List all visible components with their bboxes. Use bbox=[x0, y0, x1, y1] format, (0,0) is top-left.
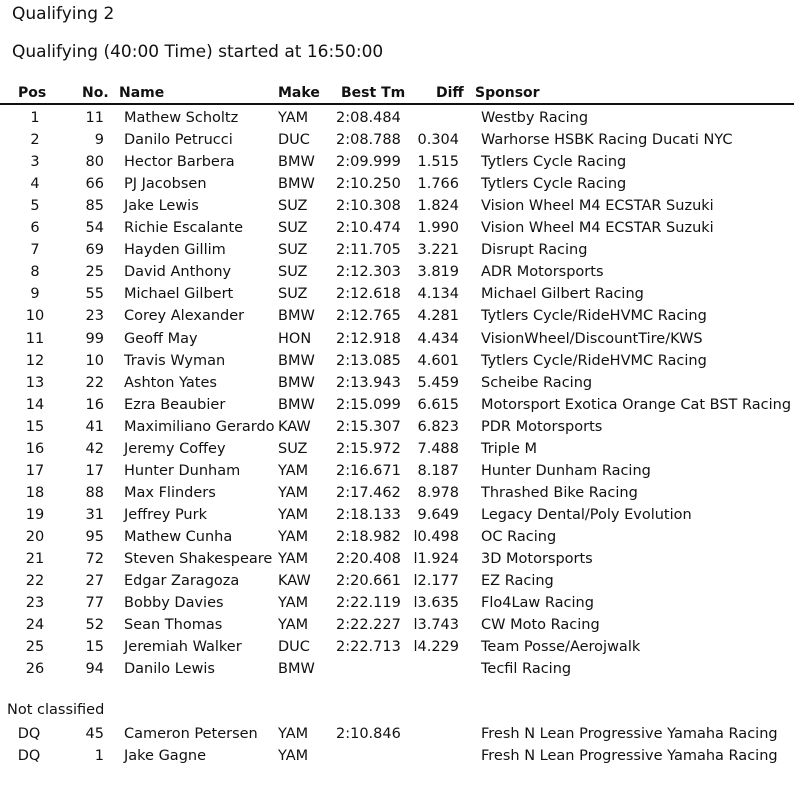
header-diff: Diff bbox=[436, 85, 464, 101]
table-row bbox=[0, 107, 794, 129]
time-diff-cell: 1.990 bbox=[417, 220, 459, 237]
sponsor-cell: Hunter Dunham Racing bbox=[481, 462, 651, 479]
sponsor-cell: Fresh N Lean Progressive Yamaha Racing bbox=[481, 726, 778, 742]
table-row bbox=[0, 217, 794, 239]
table-row bbox=[0, 548, 794, 570]
header-pos: Pos bbox=[18, 85, 47, 101]
make-cell: YAM bbox=[278, 462, 309, 479]
bike-number-cell: 45 bbox=[85, 726, 104, 742]
table-row bbox=[0, 173, 794, 195]
table-row bbox=[0, 658, 794, 680]
rider-name-cell: Michael Gilbert bbox=[124, 286, 234, 303]
time-diff-cell: 6.615 bbox=[417, 396, 459, 413]
best-time-cell: 2:12.918 bbox=[336, 330, 401, 347]
best-time-cell: 2:22.227 bbox=[336, 617, 401, 634]
make-cell: YAM bbox=[278, 617, 309, 634]
rider-name-cell: Jake Gagne bbox=[124, 748, 207, 764]
position-cell: 4 bbox=[30, 176, 40, 193]
time-diff-cell: 8.978 bbox=[417, 484, 459, 501]
position-cell: 14 bbox=[25, 396, 45, 413]
time-diff-cell: l2.177 bbox=[413, 573, 459, 590]
rider-name-cell: Ashton Yates bbox=[124, 374, 217, 391]
make-cell: YAM bbox=[278, 748, 309, 764]
sponsor-cell: Tytlers Cycle/RideHVMC Racing bbox=[481, 352, 707, 369]
make-cell: DUC bbox=[278, 639, 310, 656]
sponsor-cell: Team Posse/Aerojwalk bbox=[481, 639, 641, 656]
rider-name-cell: Richie Escalante bbox=[124, 220, 244, 237]
sponsor-cell: Tytlers Cycle Racing bbox=[481, 154, 627, 171]
table-row bbox=[0, 614, 794, 636]
position-cell: 5 bbox=[30, 198, 40, 215]
rider-name-cell: Bobby Davies bbox=[124, 595, 224, 612]
sponsor-cell: Tytlers Cycle Racing bbox=[481, 176, 627, 193]
bike-number-cell: 54 bbox=[85, 220, 104, 237]
rider-name-cell: Hector Barbera bbox=[124, 154, 235, 171]
best-time-cell: 2:11.705 bbox=[336, 242, 401, 259]
make-cell: SUZ bbox=[278, 440, 308, 457]
table-row bbox=[0, 283, 794, 305]
bike-number-cell: 80 bbox=[85, 154, 104, 171]
sponsor-cell: PDR Motorsports bbox=[481, 418, 603, 435]
best-time-cell: 2:12.618 bbox=[336, 286, 401, 303]
time-diff-cell: l3.743 bbox=[413, 617, 459, 634]
header-no: No. bbox=[82, 85, 109, 101]
bike-number-cell: 11 bbox=[85, 110, 104, 126]
table-row bbox=[0, 261, 794, 283]
sponsor-cell: Thrashed Bike Racing bbox=[481, 484, 638, 501]
rider-name-cell: Jeremy Coffey bbox=[124, 440, 226, 457]
bike-number-cell: 27 bbox=[85, 573, 104, 590]
position-cell: 13 bbox=[25, 374, 45, 391]
best-time-cell: 2:12.303 bbox=[336, 264, 401, 281]
time-diff-cell: 4.134 bbox=[417, 286, 459, 303]
position-cell: 1 bbox=[30, 110, 40, 126]
table-row bbox=[0, 372, 794, 394]
table-row bbox=[0, 129, 794, 151]
sponsor-cell: Vision Wheel M4 ECSTAR Suzuki bbox=[481, 198, 714, 215]
time-diff-cell: l1.924 bbox=[413, 551, 459, 567]
bike-number-cell: 77 bbox=[85, 595, 104, 612]
bike-number-cell: 88 bbox=[85, 484, 104, 501]
position-cell: 18 bbox=[25, 484, 45, 501]
bike-number-cell: 95 bbox=[85, 528, 104, 545]
bike-number-cell: 16 bbox=[85, 396, 104, 413]
table-row bbox=[0, 151, 794, 173]
best-time-cell: 2:18.133 bbox=[336, 506, 401, 523]
table-header bbox=[0, 84, 794, 105]
make-cell: SUZ bbox=[278, 242, 308, 259]
best-time-cell: 2:10.250 bbox=[336, 176, 401, 193]
position-cell: DQ bbox=[17, 726, 41, 742]
time-diff-cell: l0.498 bbox=[413, 528, 459, 545]
make-cell: KAW bbox=[278, 573, 311, 590]
rider-name-cell: Hunter Dunham bbox=[124, 462, 241, 479]
time-diff-cell: 7.488 bbox=[417, 440, 459, 457]
position-cell: 7 bbox=[30, 242, 40, 259]
sponsor-cell: OC Racing bbox=[481, 528, 557, 545]
table-row bbox=[0, 723, 794, 745]
rider-name-cell: David Anthony bbox=[124, 264, 232, 281]
time-diff-cell: l3.635 bbox=[413, 595, 459, 612]
best-time-cell: 2:15.099 bbox=[336, 396, 401, 413]
best-time-cell: 2:22.119 bbox=[336, 595, 401, 612]
rider-name-cell: Max Flinders bbox=[124, 484, 216, 501]
make-cell: BMW bbox=[278, 176, 315, 193]
table-row bbox=[0, 195, 794, 217]
make-cell: YAM bbox=[278, 506, 309, 523]
sponsor-cell: VisionWheel/DiscountTire/KWS bbox=[481, 330, 703, 347]
sponsor-cell: Motorsport Exotica Orange Cat BST Racing bbox=[481, 396, 792, 413]
sponsor-cell: EZ Racing bbox=[481, 573, 554, 590]
header-make: Make bbox=[278, 85, 320, 101]
time-diff-cell: 4.601 bbox=[417, 352, 459, 369]
best-time-cell: 2:13.943 bbox=[336, 374, 401, 391]
best-time-cell: 2:15.307 bbox=[336, 418, 401, 435]
make-cell: YAM bbox=[278, 110, 309, 126]
make-cell: YAM bbox=[278, 726, 309, 742]
make-cell: BMW bbox=[278, 661, 315, 678]
rider-name-cell: Hayden Gillim bbox=[124, 242, 226, 259]
best-time-cell: 2:16.671 bbox=[336, 462, 401, 479]
sponsor-cell: 3D Motorsports bbox=[481, 551, 593, 567]
best-time-cell: 2:17.462 bbox=[336, 484, 401, 501]
make-cell: BMW bbox=[278, 352, 315, 369]
position-cell: 23 bbox=[25, 595, 45, 612]
header-best-time: Best Tm bbox=[341, 85, 406, 101]
position-cell: 12 bbox=[25, 352, 45, 369]
sponsor-cell: Michael Gilbert Racing bbox=[481, 286, 644, 303]
table-row bbox=[0, 239, 794, 261]
sponsor-cell: Westby Racing bbox=[481, 110, 589, 126]
make-cell: HON bbox=[278, 330, 312, 347]
best-time-cell: 2:10.846 bbox=[336, 726, 401, 742]
sponsor-cell: Legacy Dental/Poly Evolution bbox=[481, 506, 692, 523]
best-time-cell: 2:20.408 bbox=[336, 551, 401, 567]
rider-name-cell: Mathew Cunha bbox=[124, 528, 233, 545]
sponsor-cell: CW Moto Racing bbox=[481, 617, 600, 634]
best-time-cell: 2:10.474 bbox=[336, 220, 401, 237]
sponsor-cell: Triple M bbox=[481, 440, 537, 457]
rider-name-cell: Danilo Lewis bbox=[124, 661, 215, 678]
sponsor-cell: Tytlers Cycle/RideHVMC Racing bbox=[481, 308, 707, 325]
bike-number-cell: 9 bbox=[94, 132, 104, 149]
time-diff-cell: 3.221 bbox=[417, 242, 459, 259]
best-time-cell: 2:13.085 bbox=[336, 352, 401, 369]
time-diff-cell: l4.229 bbox=[413, 639, 459, 656]
table-row bbox=[0, 350, 794, 372]
time-diff-cell: 9.649 bbox=[417, 506, 459, 523]
sponsor-cell: ADR Motorsports bbox=[481, 264, 604, 281]
session-subtitle: Qualifying (40:00 Time) started at 16:50:00 bbox=[12, 42, 384, 62]
position-cell: 11 bbox=[25, 330, 45, 347]
table-row bbox=[0, 416, 794, 438]
table-row bbox=[0, 745, 794, 767]
time-diff-cell: 5.459 bbox=[417, 374, 459, 391]
time-diff-cell: 0.304 bbox=[417, 132, 459, 149]
rider-name-cell: Ezra Beaubier bbox=[124, 396, 226, 413]
position-cell: 15 bbox=[25, 418, 45, 435]
bike-number-cell: 94 bbox=[85, 661, 104, 678]
make-cell: SUZ bbox=[278, 264, 308, 281]
bike-number-cell: 42 bbox=[85, 440, 104, 457]
position-cell: 10 bbox=[25, 308, 45, 325]
make-cell: YAM bbox=[278, 595, 309, 612]
make-cell: BMW bbox=[278, 396, 315, 413]
bike-number-cell: 17 bbox=[85, 462, 104, 479]
rider-name-cell: Geoff May bbox=[124, 330, 198, 347]
best-time-cell: 2:08.788 bbox=[336, 132, 401, 149]
time-diff-cell: 1.824 bbox=[417, 198, 459, 215]
bike-number-cell: 55 bbox=[85, 286, 104, 303]
sponsor-cell: Warhorse HSBK Racing Ducati NYC bbox=[481, 132, 733, 149]
time-diff-cell: 4.281 bbox=[417, 308, 459, 325]
sponsor-cell: Tecfil Racing bbox=[481, 661, 572, 678]
position-cell: 25 bbox=[25, 639, 45, 656]
rider-name-cell: Steven Shakespeare bbox=[124, 551, 273, 567]
best-time-cell: 2:09.999 bbox=[336, 154, 401, 171]
sponsor-cell: Vision Wheel M4 ECSTAR Suzuki bbox=[481, 220, 714, 237]
time-diff-cell: 1.515 bbox=[417, 154, 459, 171]
time-diff-cell: 4.434 bbox=[417, 330, 459, 347]
make-cell: DUC bbox=[278, 132, 310, 149]
position-cell: DQ bbox=[17, 748, 41, 764]
time-diff-cell: 1.766 bbox=[417, 176, 459, 193]
make-cell: YAM bbox=[278, 484, 309, 501]
sponsor-cell: Disrupt Racing bbox=[481, 242, 588, 259]
make-cell: KAW bbox=[278, 418, 311, 435]
header-sponsor: Sponsor bbox=[475, 85, 540, 101]
position-cell: 19 bbox=[25, 506, 45, 523]
position-cell: 24 bbox=[25, 617, 45, 634]
table-row bbox=[0, 305, 794, 327]
bike-number-cell: 85 bbox=[85, 198, 104, 215]
rider-name-cell: Jeffrey Purk bbox=[124, 506, 207, 523]
page-title: Qualifying 2 bbox=[12, 4, 115, 24]
rider-name-cell: Jeremiah Walker bbox=[124, 639, 242, 656]
make-cell: YAM bbox=[278, 551, 309, 567]
rider-name-cell: Edgar Zaragoza bbox=[124, 573, 240, 590]
rider-name-cell: PJ Jacobsen bbox=[124, 176, 207, 193]
table-row bbox=[0, 570, 794, 592]
bike-number-cell: 15 bbox=[85, 639, 104, 656]
bike-number-cell: 1 bbox=[94, 748, 104, 764]
bike-number-cell: 10 bbox=[85, 352, 104, 369]
bike-number-cell: 72 bbox=[85, 551, 104, 567]
position-cell: 16 bbox=[25, 440, 45, 457]
rider-name-cell: Mathew Scholtz bbox=[124, 110, 239, 126]
sponsor-cell: Fresh N Lean Progressive Yamaha Racing bbox=[481, 748, 778, 764]
make-cell: BMW bbox=[278, 308, 315, 325]
best-time-cell: 2:15.972 bbox=[336, 440, 401, 457]
make-cell: BMW bbox=[278, 154, 315, 171]
position-cell: 26 bbox=[25, 661, 45, 678]
best-time-cell: 2:10.308 bbox=[336, 198, 401, 215]
position-cell: 22 bbox=[25, 573, 45, 590]
make-cell: SUZ bbox=[278, 286, 308, 303]
table-row bbox=[0, 394, 794, 416]
bike-number-cell: 31 bbox=[85, 506, 104, 523]
time-diff-cell: 6.823 bbox=[417, 418, 459, 435]
position-cell: 17 bbox=[25, 462, 45, 479]
rider-name-cell: Corey Alexander bbox=[124, 308, 245, 325]
table-row bbox=[0, 482, 794, 504]
bike-number-cell: 41 bbox=[85, 418, 104, 435]
position-cell: 6 bbox=[30, 220, 40, 237]
position-cell: 21 bbox=[25, 551, 45, 567]
position-cell: 8 bbox=[30, 264, 40, 281]
table-row bbox=[0, 526, 794, 548]
header-name: Name bbox=[119, 85, 165, 101]
best-time-cell: 2:20.661 bbox=[336, 573, 401, 590]
best-time-cell: 2:08.484 bbox=[336, 110, 401, 126]
bike-number-cell: 22 bbox=[85, 374, 104, 391]
bike-number-cell: 69 bbox=[85, 242, 104, 259]
bike-number-cell: 25 bbox=[85, 264, 104, 281]
bike-number-cell: 52 bbox=[85, 617, 104, 634]
position-cell: 9 bbox=[30, 286, 40, 303]
make-cell: SUZ bbox=[278, 220, 308, 237]
rider-name-cell: Cameron Petersen bbox=[124, 726, 258, 742]
table-row bbox=[0, 504, 794, 526]
bike-number-cell: 66 bbox=[85, 176, 104, 193]
position-cell: 2 bbox=[30, 132, 40, 149]
best-time-cell: 2:12.765 bbox=[336, 308, 401, 325]
rider-name-cell: Jake Lewis bbox=[124, 198, 199, 215]
rider-name-cell: Danilo Petrucci bbox=[124, 132, 233, 149]
table-row bbox=[0, 438, 794, 460]
table-row bbox=[0, 460, 794, 482]
best-time-cell: 2:18.982 bbox=[336, 528, 401, 545]
table-row bbox=[0, 592, 794, 614]
position-cell: 20 bbox=[25, 528, 45, 545]
position-cell: 3 bbox=[30, 154, 40, 171]
table-row bbox=[0, 328, 794, 350]
rider-name-cell: Sean Thomas bbox=[124, 617, 223, 634]
time-diff-cell: 8.187 bbox=[417, 462, 459, 479]
make-cell: BMW bbox=[278, 374, 315, 391]
bike-number-cell: 99 bbox=[85, 330, 104, 347]
sponsor-cell: Flo4Law Racing bbox=[481, 595, 594, 612]
table-row bbox=[0, 636, 794, 658]
bike-number-cell: 23 bbox=[85, 308, 104, 325]
sponsor-cell: Scheibe Racing bbox=[481, 374, 593, 391]
make-cell: YAM bbox=[278, 528, 309, 545]
make-cell: SUZ bbox=[278, 198, 308, 215]
rider-name-cell: Maximiliano Gerardo bbox=[124, 418, 275, 435]
best-time-cell: 2:22.713 bbox=[336, 639, 401, 656]
not-classified-label: Not classified bbox=[7, 702, 105, 718]
time-diff-cell: 3.819 bbox=[417, 264, 459, 281]
rider-name-cell: Travis Wyman bbox=[124, 352, 226, 369]
